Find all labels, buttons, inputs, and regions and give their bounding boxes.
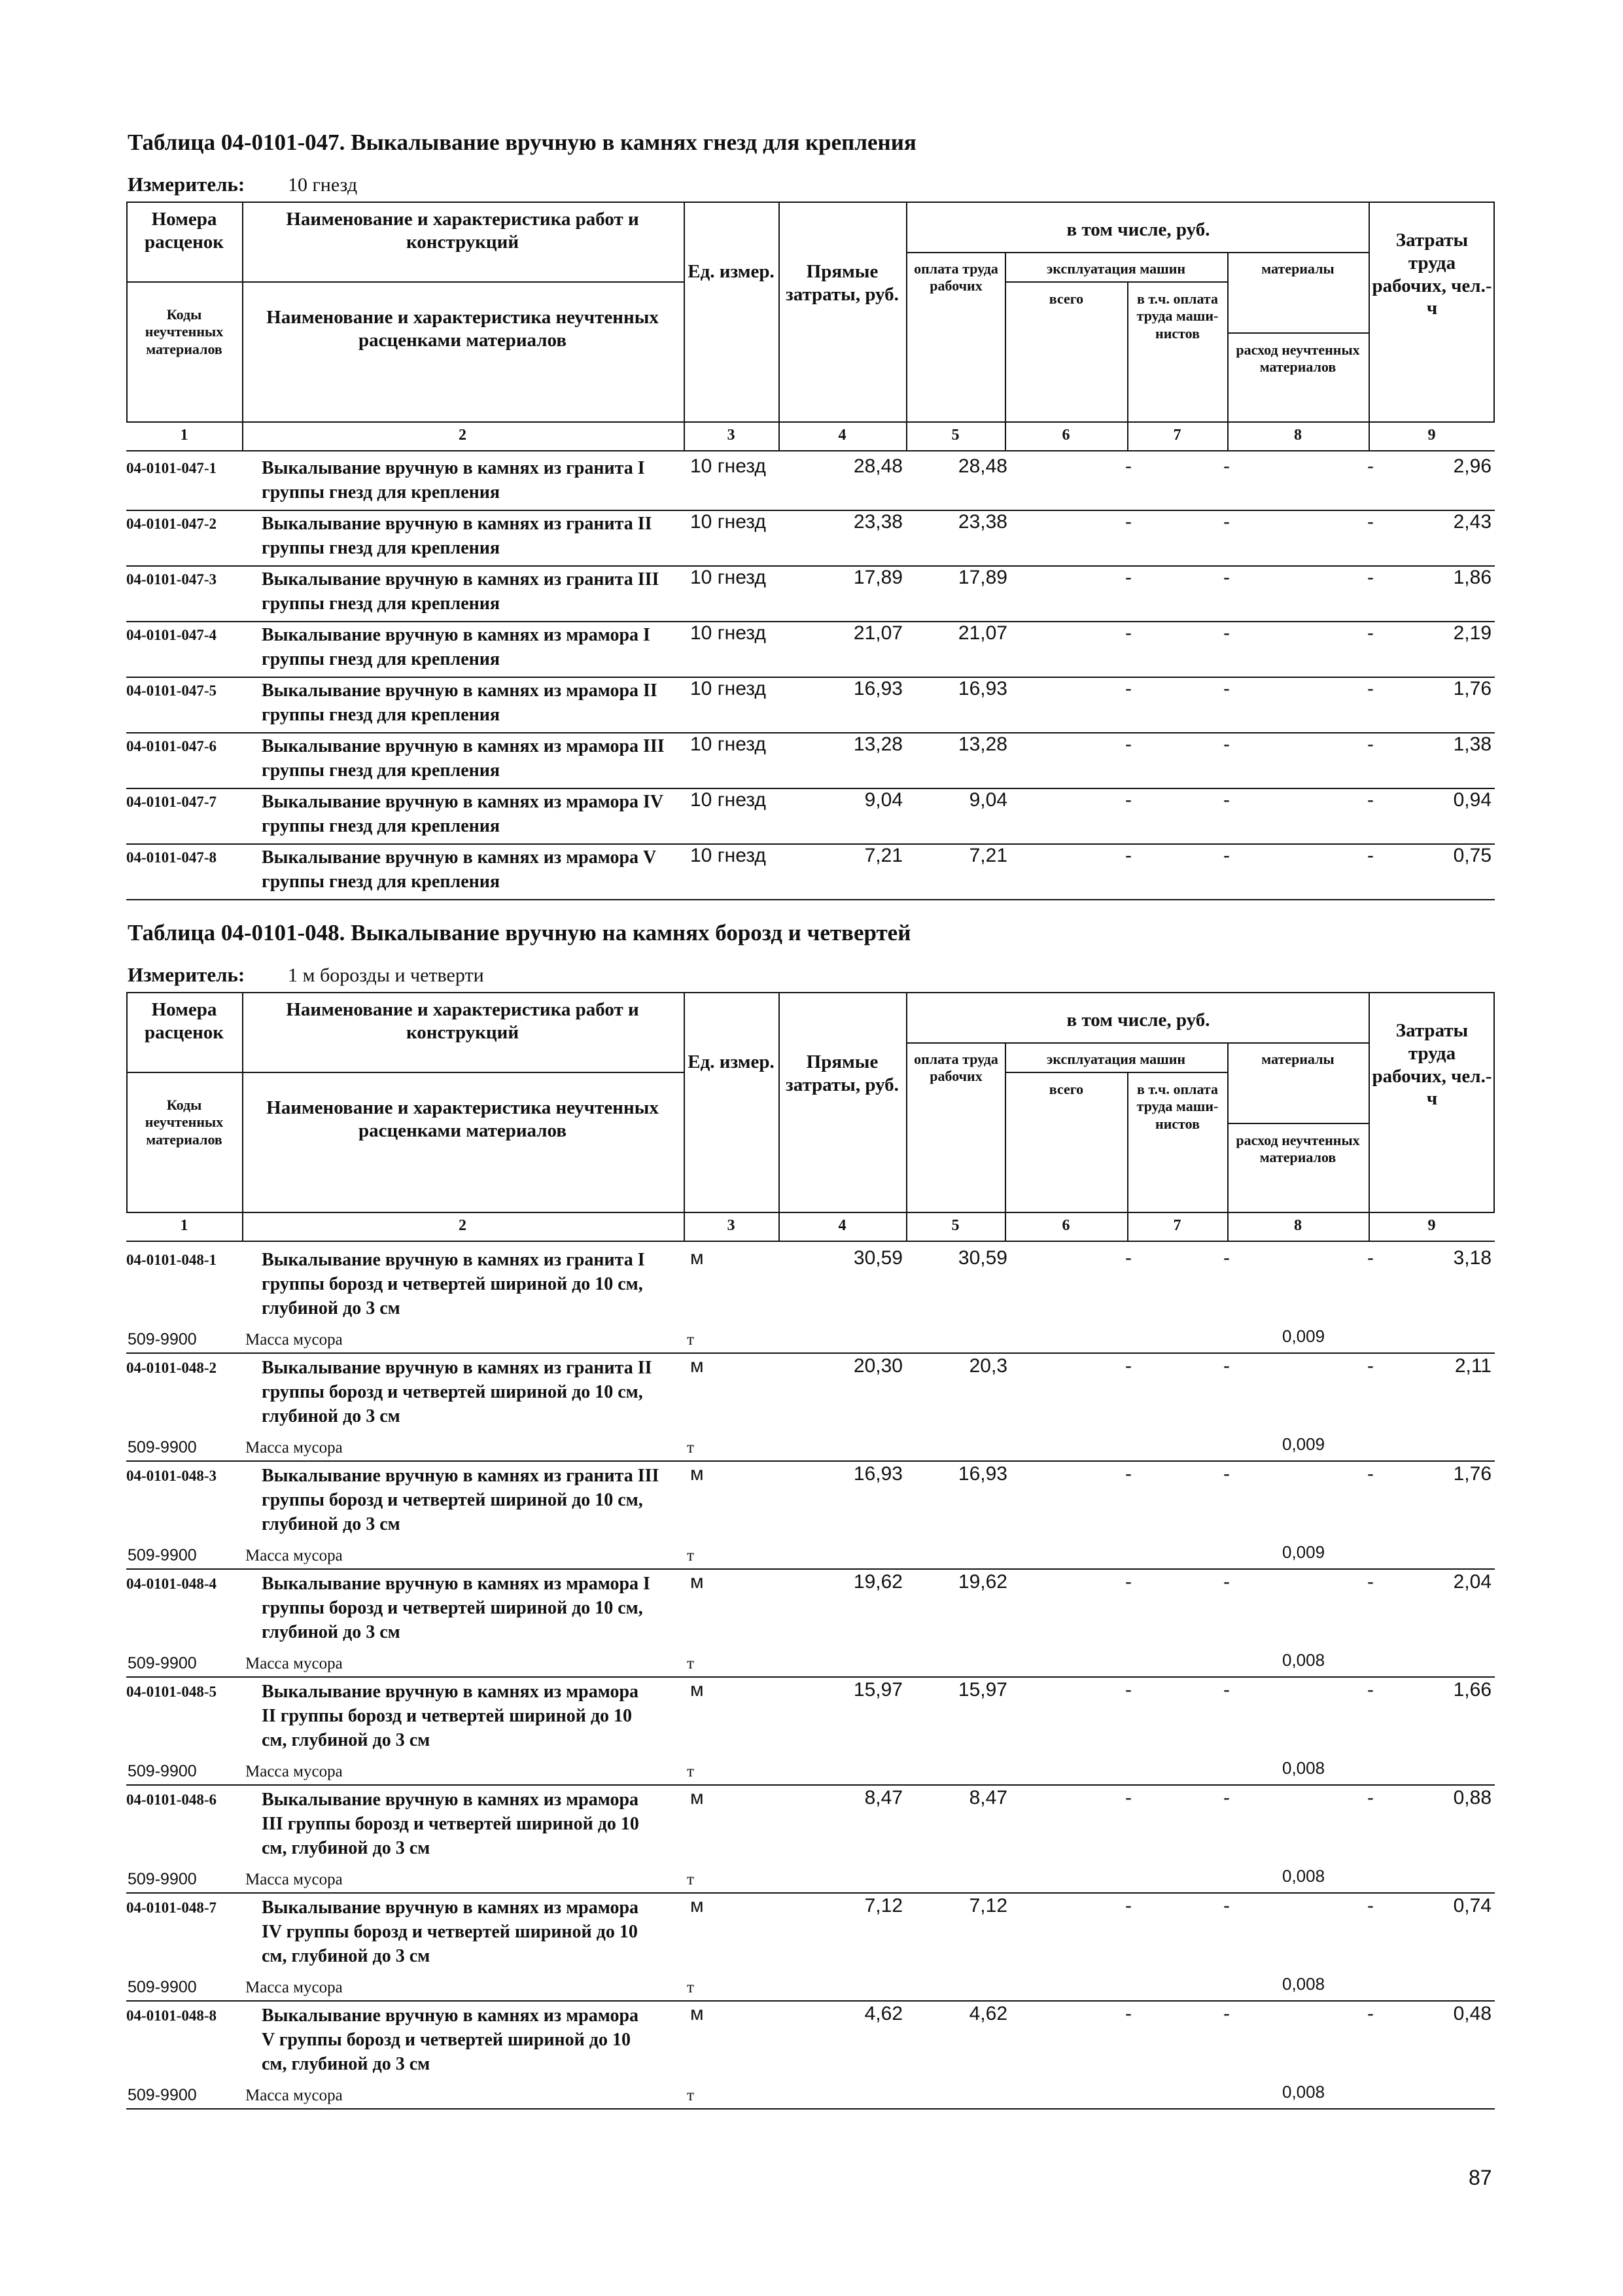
- material-qty: 0,008: [1282, 1866, 1325, 1886]
- table1-title: Таблица 04-0101-047. Выкалывание вручную в камнях гнезд для крепления: [128, 130, 916, 155]
- direct-cost: 17,89: [853, 567, 903, 588]
- labor: 1,76: [1453, 678, 1492, 699]
- wages: 21,07: [958, 622, 1007, 644]
- material-code: 509-9900: [128, 1762, 197, 1780]
- header-col2-top: Наименование и характеристика работ и конструкций: [286, 209, 639, 253]
- machines: -: [1125, 1355, 1132, 1377]
- rate-code: 04-0101-047-4: [126, 627, 217, 643]
- work-name: Выкалывание вручную в камнях из мрамора I группы борозд и четвертей шириной до 10 см, глубиной до 3 см: [262, 1574, 650, 1642]
- header-col1-bottom: Коды неучтенных материалов: [145, 1097, 224, 1148]
- machines-wages: -: [1223, 1463, 1230, 1485]
- wages: 20,3: [969, 1355, 1007, 1377]
- header-incl: в том числе, руб.: [1066, 219, 1210, 240]
- material-unit: т: [687, 1655, 694, 1672]
- work-name: Выкалывание вручную в камнях из гранита I группы гнезд для крепления: [262, 458, 645, 503]
- rate-code: 04-0101-047-7: [126, 794, 217, 810]
- wages: 15,97: [958, 1679, 1007, 1701]
- work-name: Выкалывание вручную в камнях из мрамора II группы гнезд для крепления: [262, 680, 657, 725]
- header-col1-top: Номера расценок: [145, 999, 224, 1043]
- direct-cost: 16,93: [853, 1463, 903, 1485]
- col-number: 5: [951, 1217, 960, 1234]
- material-code: 509-9900: [128, 2086, 197, 2104]
- work-name: Выкалывание вручную в камнях из мрамора IV группы борозд и четвертей шириной до 10 см, глубиной до 3 см: [262, 1898, 639, 1966]
- materials: -: [1367, 789, 1374, 811]
- materials: -: [1367, 1571, 1374, 1593]
- work-name: Выкалывание вручную в камнях из мрамора II группы борозд и четвертей шириной до 10 см, глубиной до 3 см: [262, 1682, 639, 1750]
- header-materials: материалы: [1261, 260, 1335, 277]
- wages: 7,21: [969, 845, 1007, 866]
- direct-cost: 30,59: [853, 1247, 903, 1269]
- rate-code: 04-0101-048-7: [126, 1899, 217, 1916]
- machines: -: [1125, 1679, 1132, 1701]
- machines-wages: -: [1223, 567, 1230, 588]
- material-qty: 0,009: [1282, 1434, 1325, 1454]
- labor: 2,96: [1453, 455, 1492, 477]
- labor: 2,11: [1454, 1355, 1492, 1377]
- machines-wages: -: [1223, 789, 1230, 811]
- material-name: Масса мусора: [245, 1331, 343, 1349]
- material-unit: т: [687, 1547, 694, 1564]
- labor: 2,04: [1453, 1571, 1492, 1593]
- direct-cost: 20,30: [853, 1355, 903, 1377]
- header-materials-unaccounted: расход неучтенных материалов: [1236, 342, 1360, 376]
- unit: 10 гнезд: [690, 511, 766, 533]
- direct-cost: 19,62: [853, 1571, 903, 1593]
- col-number: 7: [1173, 427, 1181, 444]
- machines-wages: -: [1223, 1787, 1230, 1809]
- header-materials-unaccounted: расход неучтенных материалов: [1236, 1132, 1360, 1166]
- wages: 16,93: [958, 1463, 1007, 1485]
- machines-wages: -: [1223, 845, 1230, 866]
- header-labor: Затраты труда рабочих, чел.-ч: [1372, 230, 1492, 319]
- work-name: Выкалывание вручную в камнях из мрамора V группы борозд и четвертей шириной до 10 см, глубиной до 3 см: [262, 2005, 639, 2074]
- materials: -: [1367, 733, 1374, 755]
- material-code: 509-9900: [128, 1438, 197, 1457]
- header-direct-costs: Прямые затраты, руб.: [786, 261, 899, 305]
- header-machines-total: всего: [1049, 1081, 1084, 1097]
- header-direct-costs: Прямые затраты, руб.: [786, 1051, 899, 1095]
- wages: 17,89: [958, 567, 1007, 588]
- material-unit: т: [687, 2087, 694, 2104]
- col-number: 3: [727, 1217, 735, 1234]
- unit: м: [690, 1679, 704, 1701]
- material-qty: 0,009: [1282, 1326, 1325, 1346]
- rate-code: 04-0101-047-2: [126, 516, 217, 532]
- header-col2-bottom: Наименование и характеристика неучтенных расценками материалов: [266, 307, 659, 351]
- header-labor: Затраты труда рабочих, чел.-ч: [1372, 1020, 1492, 1110]
- unit: 10 гнезд: [690, 567, 766, 588]
- header-machines-total: всего: [1049, 291, 1084, 307]
- work-name: Выкалывание вручную в камнях из гранита II группы борозд и четвертей шириной до 10 см, глубиной до 3 см: [262, 1358, 652, 1426]
- unit: м: [690, 1355, 704, 1377]
- machines: -: [1125, 567, 1132, 588]
- labor: 1,86: [1453, 567, 1492, 588]
- machines-wages: -: [1223, 622, 1230, 644]
- wages: 13,28: [958, 733, 1007, 755]
- direct-cost: 7,12: [864, 1895, 903, 1916]
- machines: -: [1125, 733, 1132, 755]
- machines-wages: -: [1223, 733, 1230, 755]
- materials: -: [1367, 455, 1374, 477]
- materials: -: [1367, 1679, 1374, 1701]
- machines-wages: -: [1223, 2003, 1230, 2024]
- header-wages: оплата труда рабочих: [914, 260, 998, 294]
- unit: 10 гнезд: [690, 678, 766, 699]
- labor: 1,38: [1453, 733, 1492, 755]
- col-number: 9: [1427, 427, 1436, 444]
- unit: м: [690, 1787, 704, 1809]
- col-number: 4: [838, 427, 846, 444]
- table1-measure-value: 10 гнезд: [288, 174, 358, 196]
- materials: -: [1367, 1355, 1374, 1377]
- table2-measure-value: 1 м борозды и четверти: [288, 964, 484, 986]
- materials: -: [1367, 511, 1374, 533]
- work-name: Выкалывание вручную в камнях из гранита III группы гнезд для крепления: [262, 569, 659, 614]
- col-number: 8: [1294, 1217, 1302, 1234]
- header-unit: Ед. измер.: [688, 1051, 775, 1072]
- wages: 7,12: [969, 1895, 1007, 1916]
- labor: 0,94: [1453, 789, 1492, 811]
- machines-wages: -: [1223, 455, 1230, 477]
- material-name: Масса мусора: [245, 1655, 343, 1672]
- wages: 30,59: [958, 1247, 1007, 1269]
- unit: м: [690, 1247, 704, 1269]
- col-number: 8: [1294, 427, 1302, 444]
- material-code: 509-9900: [128, 1330, 197, 1349]
- material-unit: т: [687, 1763, 694, 1780]
- machines: -: [1125, 845, 1132, 866]
- header-col1-bottom: Коды неучтенных материалов: [145, 306, 224, 357]
- material-code: 509-9900: [128, 1546, 197, 1564]
- materials: -: [1367, 1247, 1374, 1269]
- rate-code: 04-0101-048-2: [126, 1360, 217, 1376]
- material-name: Масса мусора: [245, 1979, 343, 1996]
- material-name: Масса мусора: [245, 1547, 343, 1564]
- header-machines: эксплуатация машин: [1046, 1051, 1186, 1067]
- machines: -: [1125, 511, 1132, 533]
- machines-wages: -: [1223, 1571, 1230, 1593]
- labor: 0,75: [1453, 845, 1492, 866]
- materials: -: [1367, 1463, 1374, 1485]
- unit: 10 гнезд: [690, 845, 766, 866]
- rate-code: 04-0101-048-8: [126, 2007, 217, 2024]
- machines: -: [1125, 1463, 1132, 1485]
- material-unit: т: [687, 1979, 694, 1996]
- work-name: Выкалывание вручную в камнях из мрамора III группы гнезд для крепления: [262, 736, 665, 781]
- page-number: 87: [1469, 2166, 1492, 2189]
- material-unit: т: [687, 1439, 694, 1457]
- machines: -: [1125, 2003, 1132, 2024]
- direct-cost: 13,28: [853, 733, 903, 755]
- direct-cost: 28,48: [853, 455, 903, 477]
- machines-wages: -: [1223, 678, 1230, 699]
- rate-code: 04-0101-047-8: [126, 849, 217, 866]
- labor: 0,48: [1453, 2003, 1492, 2024]
- work-name: Выкалывание вручную в камнях из гранита II группы гнезд для крепления: [262, 514, 652, 558]
- col-number: 3: [727, 427, 735, 444]
- col-number: 4: [838, 1217, 846, 1234]
- work-name: Выкалывание вручную в камнях из мрамора I группы гнезд для крепления: [262, 625, 650, 669]
- material-qty: 0,008: [1282, 1974, 1325, 1994]
- material-qty: 0,009: [1282, 1542, 1325, 1562]
- machines: -: [1125, 1895, 1132, 1916]
- materials: -: [1367, 845, 1374, 866]
- material-qty: 0,008: [1282, 1758, 1325, 1778]
- direct-cost: 23,38: [853, 511, 903, 533]
- labor: 2,43: [1453, 511, 1492, 533]
- col-number: 6: [1062, 1217, 1070, 1234]
- col-number: 2: [459, 1217, 466, 1234]
- rate-code: 04-0101-047-5: [126, 682, 217, 699]
- materials: -: [1367, 678, 1374, 699]
- labor: 0,88: [1453, 1787, 1492, 1809]
- machines: -: [1125, 789, 1132, 811]
- col-number: 2: [459, 427, 466, 444]
- header-col2-bottom: Наименование и характеристика неучтенных расценками материалов: [266, 1097, 659, 1141]
- direct-cost: 15,97: [853, 1679, 903, 1701]
- material-code: 509-9900: [128, 1978, 197, 1996]
- unit: 10 гнезд: [690, 733, 766, 755]
- materials: -: [1367, 1787, 1374, 1809]
- rate-code: 04-0101-048-4: [126, 1576, 217, 1592]
- labor: 2,19: [1453, 622, 1492, 644]
- wages: 28,48: [958, 455, 1007, 477]
- materials: -: [1367, 567, 1374, 588]
- material-code: 509-9900: [128, 1654, 197, 1672]
- direct-cost: 8,47: [864, 1787, 903, 1809]
- material-unit: т: [687, 1331, 694, 1349]
- wages: 8,47: [969, 1787, 1007, 1809]
- rate-code: 04-0101-048-3: [126, 1468, 217, 1484]
- material-name: Масса мусора: [245, 1439, 343, 1457]
- work-name: Выкалывание вручную в камнях из мрамора IV группы гнезд для крепления: [262, 792, 663, 836]
- machines: -: [1125, 622, 1132, 644]
- machines: -: [1125, 1787, 1132, 1809]
- header-col2-top: Наименование и характеристика работ и конструкций: [286, 999, 639, 1043]
- materials: -: [1367, 622, 1374, 644]
- header-wages: оплата труда рабочих: [914, 1051, 998, 1085]
- work-name: Выкалывание вручную в камнях из мрамора V группы гнезд для крепления: [262, 847, 656, 892]
- direct-cost: 4,62: [864, 2003, 903, 2024]
- col-number: 9: [1427, 1217, 1436, 1234]
- work-name: Выкалывание вручную в камнях из гранита III группы борозд и четвертей шириной до 10 см, глубиной до 3 см: [262, 1466, 659, 1534]
- wages: 16,93: [958, 678, 1007, 699]
- wages: 9,04: [969, 789, 1007, 811]
- material-name: Масса мусора: [245, 1763, 343, 1780]
- table2-measure-label: Измеритель:: [128, 963, 245, 986]
- header-machines-wages: в т.ч. оплата труда маши-нистов: [1136, 291, 1219, 342]
- unit: м: [690, 2003, 704, 2024]
- header-col1-top: Номера расценок: [145, 209, 224, 253]
- wages: 23,38: [958, 511, 1007, 533]
- unit: 10 гнезд: [690, 789, 766, 811]
- materials: -: [1367, 1895, 1374, 1916]
- labor: 0,74: [1453, 1895, 1492, 1916]
- work-name: Выкалывание вручную в камнях из мрамора III группы борозд и четвертей шириной до 10 см, глубиной до 3 см: [262, 1790, 639, 1858]
- work-name: Выкалывание вручную в камнях из гранита I группы борозд и четвертей шириной до 10 см, глубиной до 3 см: [262, 1250, 645, 1318]
- col-number: 1: [180, 1217, 188, 1234]
- labor: 1,76: [1453, 1463, 1492, 1485]
- direct-cost: 21,07: [853, 622, 903, 644]
- direct-cost: 9,04: [864, 789, 903, 811]
- materials: -: [1367, 2003, 1374, 2024]
- material-unit: т: [687, 1871, 694, 1888]
- unit: 10 гнезд: [690, 622, 766, 644]
- rate-code: 04-0101-047-1: [126, 460, 217, 476]
- labor: 3,18: [1453, 1247, 1492, 1269]
- machines: -: [1125, 1247, 1132, 1269]
- unit: м: [690, 1895, 704, 1916]
- labor: 1,66: [1453, 1679, 1492, 1701]
- header-machines-wages: в т.ч. оплата труда маши-нистов: [1136, 1081, 1219, 1132]
- col-number: 1: [180, 427, 188, 444]
- wages: 4,62: [969, 2003, 1007, 2024]
- wages: 19,62: [958, 1571, 1007, 1593]
- rate-code: 04-0101-048-6: [126, 1792, 217, 1808]
- rate-code: 04-0101-048-1: [126, 1252, 217, 1268]
- col-number: 5: [951, 427, 960, 444]
- rate-code: 04-0101-047-6: [126, 738, 217, 754]
- machines: -: [1125, 455, 1132, 477]
- direct-cost: 16,93: [853, 678, 903, 699]
- header-materials: материалы: [1261, 1051, 1335, 1067]
- col-number: 6: [1062, 427, 1070, 444]
- material-name: Масса мусора: [245, 1871, 343, 1888]
- machines-wages: -: [1223, 1247, 1230, 1269]
- unit: 10 гнезд: [690, 455, 766, 477]
- unit: м: [690, 1463, 704, 1485]
- header-unit: Ед. измер.: [688, 261, 775, 282]
- material-name: Масса мусора: [245, 2087, 343, 2104]
- table2-title: Таблица 04-0101-048. Выкалывание вручную на камнях борозд и четвертей: [128, 920, 911, 945]
- header-incl: в том числе, руб.: [1066, 1010, 1210, 1031]
- col-number: 7: [1173, 1217, 1181, 1234]
- direct-cost: 7,21: [864, 845, 903, 866]
- rate-code: 04-0101-047-3: [126, 571, 217, 588]
- material-qty: 0,008: [1282, 2082, 1325, 2102]
- unit: м: [690, 1571, 704, 1593]
- machines: -: [1125, 1571, 1132, 1593]
- machines: -: [1125, 678, 1132, 699]
- material-code: 509-9900: [128, 1870, 197, 1888]
- table1-measure-label: Измеритель:: [128, 173, 245, 196]
- header-machines: эксплуатация машин: [1046, 260, 1186, 277]
- rate-code: 04-0101-048-5: [126, 1684, 217, 1700]
- material-qty: 0,008: [1282, 1650, 1325, 1670]
- machines-wages: -: [1223, 511, 1230, 533]
- machines-wages: -: [1223, 1679, 1230, 1701]
- machines-wages: -: [1223, 1355, 1230, 1377]
- machines-wages: -: [1223, 1895, 1230, 1916]
